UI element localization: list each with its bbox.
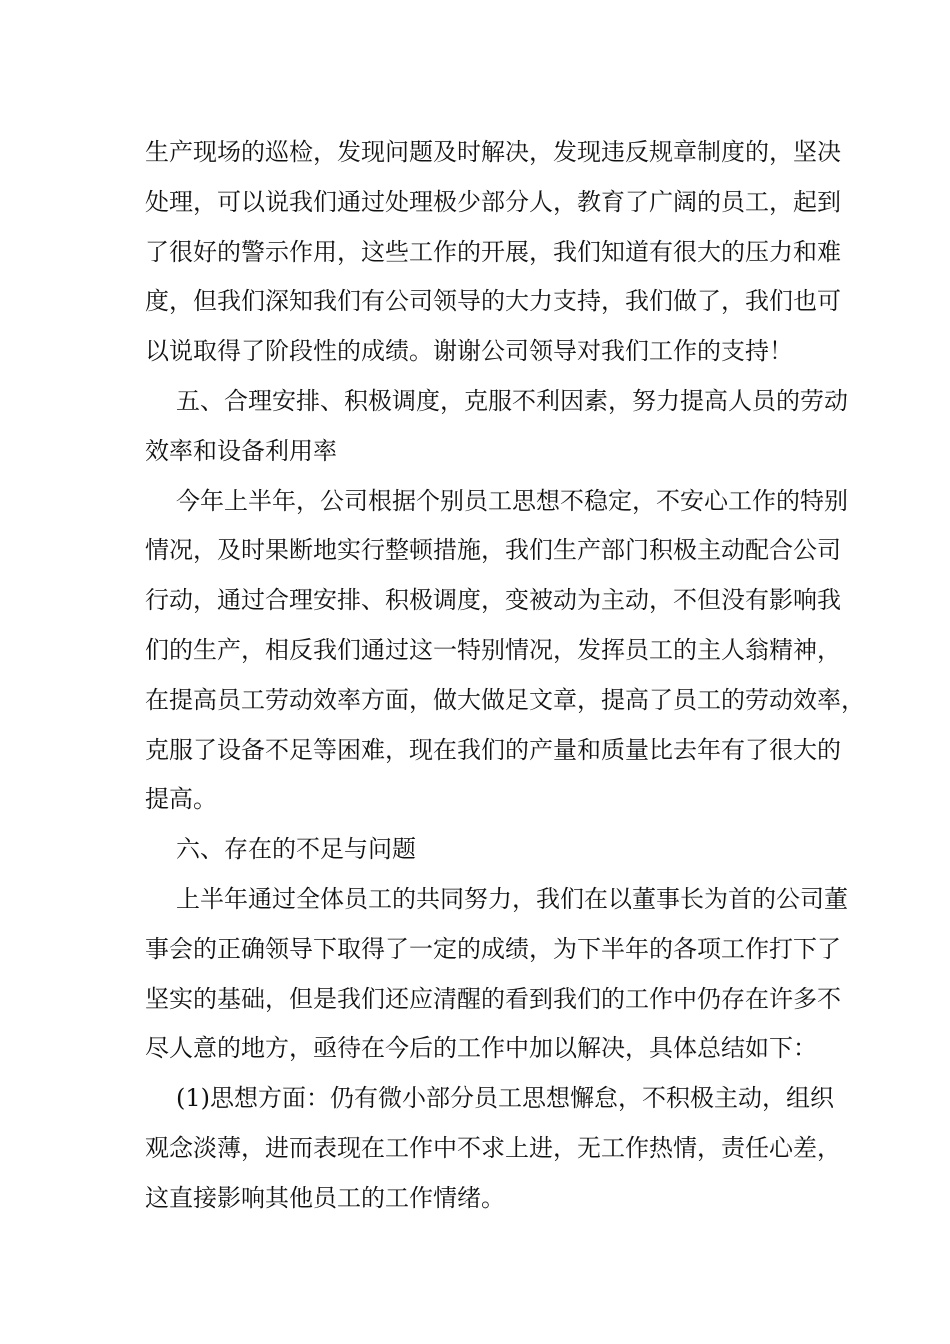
text-line: 事会的正确领导下取得了一定的成绩，为下半年的各项工作打下了 — [145, 934, 841, 963]
text-line: 这直接影响其他员工的工作情绪。 — [145, 1183, 505, 1212]
text-line: 生产现场的巡检，发现问题及时解决，发现违反规章制度的，坚决 — [145, 138, 841, 166]
text-line: 以说取得了阶段性的成绩。谢谢公司领导对我们工作的支持！ — [145, 337, 793, 366]
document-body — [145, 128, 865, 1224]
text-line: 度，但我们深知我们有公司领导的大力支持，我们做了，我们也可 — [145, 287, 841, 316]
text-line: 处理，可以说我们通过处理极少部分人，教育了广阔的员工，起到 — [145, 187, 841, 216]
text-line: 六、存在的不足与问题 — [176, 835, 416, 864]
text-line: 了很好的警示作用，这些工作的开展，我们知道有很大的压力和难 — [145, 237, 841, 266]
text-line: 在提高员工劳动效率方面，做大做足文章，提高了员工的劳动效率， — [145, 685, 865, 714]
text-line: 效率和设备利用率 — [145, 436, 337, 465]
text-line: 行动，通过合理安排、积极调度，变被动为主动，不但没有影响我 — [145, 586, 841, 615]
text-line: 今年上半年，公司根据个别员工思想不稳定，不安心工作的特别 — [176, 486, 848, 515]
text-line: (1)思想方面：仍有微小部分员工思想懈怠，不积极主动，组织 — [176, 1084, 834, 1113]
text-line: 观念淡薄，进而表现在工作中不求上进，无工作热情，责任心差， — [145, 1133, 841, 1162]
text-line: 们的生产，相反我们通过这一特别情况，发挥员工的主人翁精神， — [145, 635, 841, 664]
text-line: 五、合理安排、积极调度，克服不利因素，努力提高人员的劳动 — [176, 386, 848, 415]
text-line: 克服了设备不足等困难，现在我们的产量和质量比去年有了很大的 — [145, 735, 841, 764]
text-line: 尽人意的地方，亟待在今后的工作中加以解决，具体总结如下： — [145, 1034, 817, 1063]
text-line: 提高。 — [145, 785, 217, 814]
text-line: 坚实的基础，但是我们还应清醒的看到我们的工作中仍存在许多不 — [145, 984, 841, 1013]
text-line: 情况，及时果断地实行整顿措施，我们生产部门积极主动配合公司 — [145, 536, 841, 565]
text-line: 上半年通过全体员工的共同努力，我们在以董事长为首的公司董 — [176, 884, 848, 913]
